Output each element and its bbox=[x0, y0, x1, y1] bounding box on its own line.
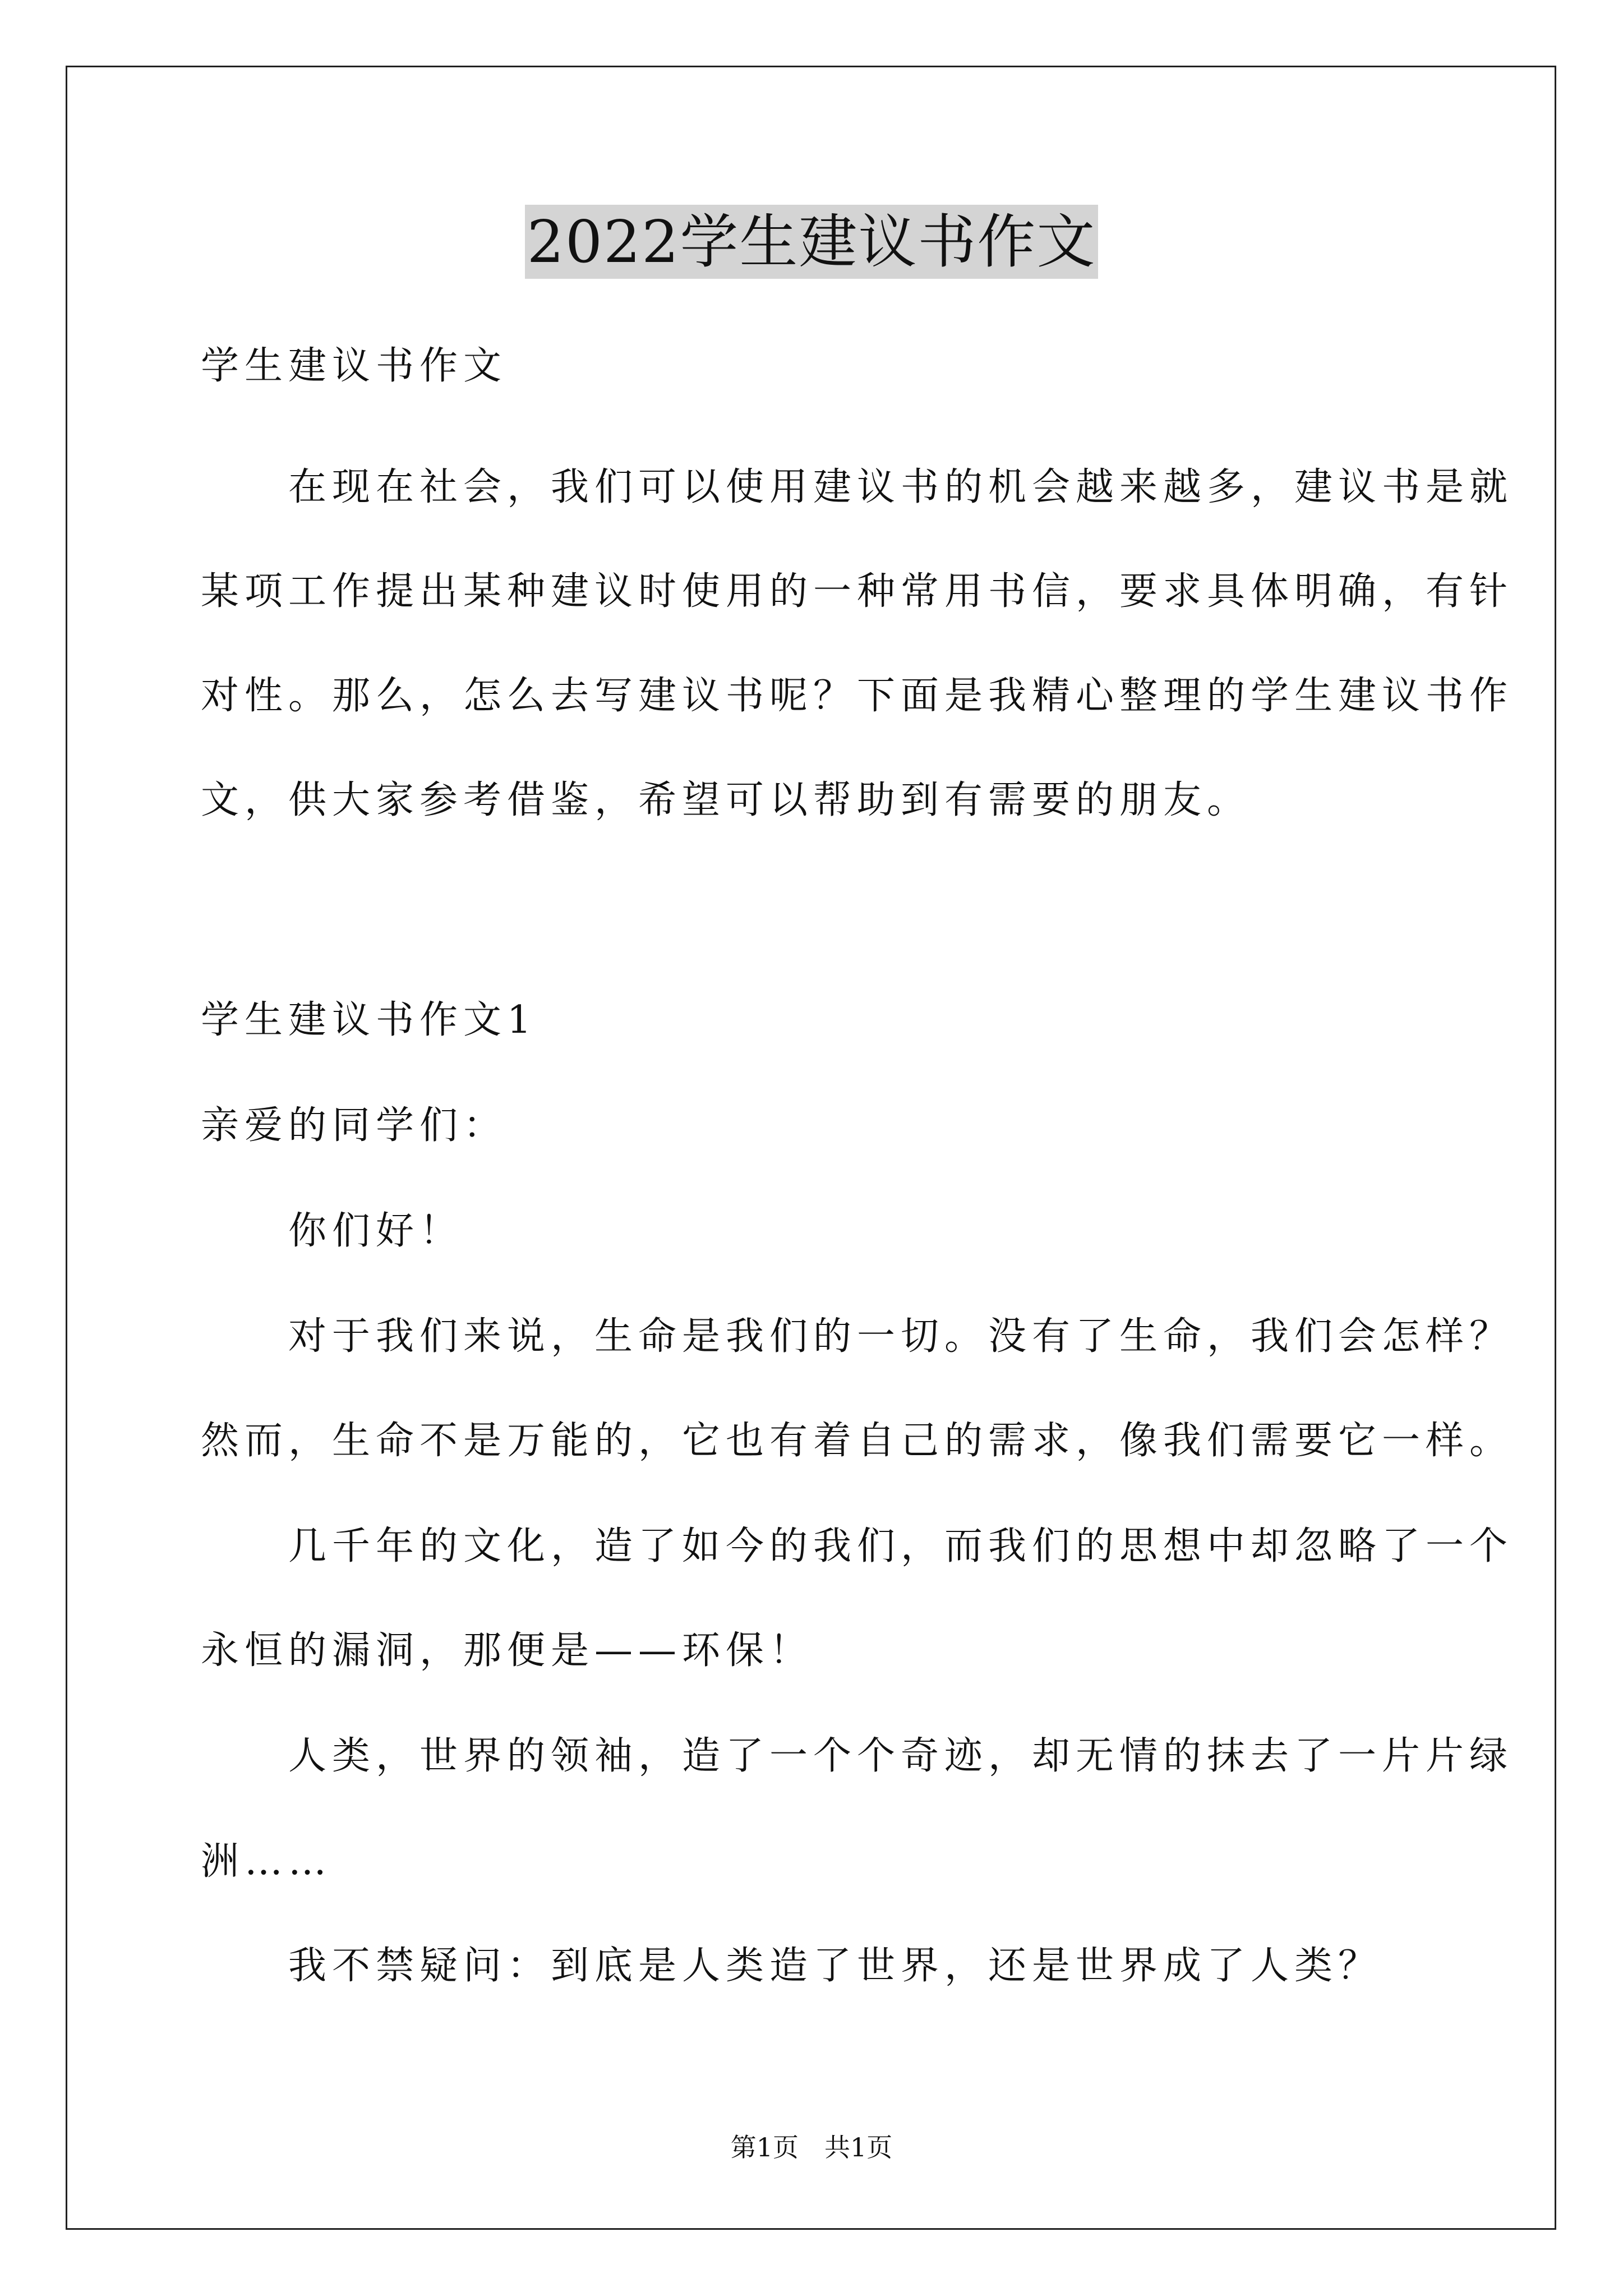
body-line: 人类，世界的领袖，造了一个个奇迹，却无情的抹去了一片片绿 bbox=[201, 1734, 1514, 1778]
page-footer bbox=[0, 2131, 1623, 2164]
body-line: 文，供大家参考借鉴，希望可以帮助到有需要的朋友。 bbox=[201, 778, 1251, 822]
body-line: 在现在社会，我们可以使用建议书的机会越来越多，建议书是就 bbox=[201, 465, 1514, 509]
body-line: 对于我们来说，生命是我们的一切。没有了生命，我们会怎样？ bbox=[201, 1314, 1514, 1359]
page-total: 共1页 bbox=[824, 2132, 893, 2162]
body-line: 永恒的漏洞，那便是——环保！ bbox=[201, 1628, 814, 1673]
body-line: 某项工作提出某种建议时使用的一种常用书信，要求具体明确，有针 bbox=[201, 569, 1514, 614]
title-container bbox=[0, 205, 1623, 279]
body-line: 然而，生命不是万能的，它也有着自己的需求，像我们需要它一样。 bbox=[201, 1419, 1514, 1463]
section-heading: 学生建议书作文1 bbox=[201, 998, 537, 1042]
document-title: 2022学生建议书作文 bbox=[525, 205, 1099, 279]
body-line: 我不禁疑问：到底是人类造了世界，还是世界成了人类？ bbox=[201, 1944, 1382, 1988]
salutation: 亲爱的同学们： bbox=[201, 1103, 508, 1148]
page-number: 第1页 bbox=[730, 2132, 799, 2162]
body-line: 你们好！ bbox=[201, 1209, 464, 1253]
body-line: 学生建议书作文 bbox=[201, 344, 508, 388]
body-line: 对性。那么，怎么去写建议书呢？下面是我精心整理的学生建议书作 bbox=[201, 674, 1514, 718]
body-line: 几千年的文化，造了如今的我们，而我们的思想中却忽略了一个 bbox=[201, 1524, 1514, 1568]
body-line: 洲…… bbox=[201, 1839, 333, 1884]
